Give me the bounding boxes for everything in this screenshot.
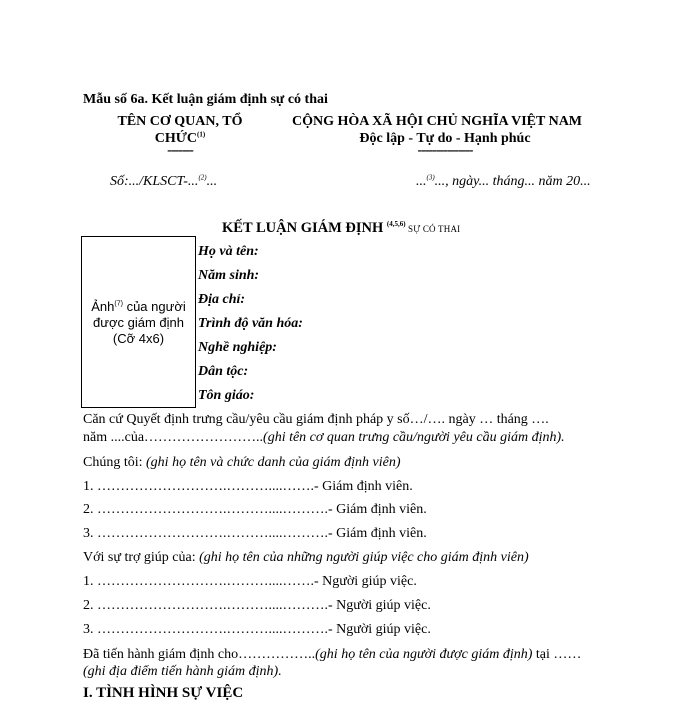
agency-divider: ------- [167, 143, 193, 158]
photo-placeholder [81, 236, 196, 408]
agency-footnote-ref: (1) [197, 130, 206, 139]
agency-name-text: CHỨC [154, 131, 198, 146]
date-text: ..., ngày... tháng... năm 20... [434, 174, 591, 189]
assistants-intro-text: Với sự trợ giúp của: [83, 550, 200, 565]
place-lead: ... [416, 174, 427, 189]
field-full-name: Họ và tên: [198, 244, 259, 259]
agency-name-line1: TÊN CƠ QUAN, TỔ [117, 114, 243, 129]
form-title: Mẫu số 6a. Kết luận giám định sự có thai [83, 92, 328, 107]
expert-line-2: 2. ……………………….………....……….- Giám định viên. [83, 502, 427, 517]
national-motto: Độc lập - Tự do - Hạnh phúc [359, 131, 531, 146]
conduct-note: (ghi họ tên của người được giám định) [315, 647, 533, 662]
basis-line2 [83, 430, 565, 446]
document-title [222, 220, 460, 237]
expert-line-3: 3. ……………………….………....……….- Giám định viên. [83, 526, 427, 541]
assistant-line-1: 1. ……………………….………....…….- Người giúp việc. [83, 574, 417, 589]
photo-caption-line2: được giám định [93, 315, 184, 330]
experts-intro-text: Chúng tôi: [83, 455, 147, 470]
assistants-intro-note: (ghi họ tên của những người giúp việc cho giám định viên) [199, 550, 529, 565]
assistant-line-2: 2. ……………………….………....……….- Người giúp việc. [83, 598, 431, 613]
place-footnote-ref: (3) [426, 173, 435, 182]
field-education: Trình độ văn hóa: [198, 316, 303, 331]
photo-size: (Cỡ 4x6) [112, 331, 165, 346]
field-occupation: Nghề nghiệp: [198, 340, 277, 355]
motto-divider: --------------- [417, 143, 473, 158]
place-date [416, 174, 591, 190]
section-heading-1: I. TÌNH HÌNH SỰ VIỆC [83, 685, 244, 701]
photo-caption-b: của người [122, 299, 186, 314]
experts-intro-note: (ghi họ tên và chức danh của giám định viên) [146, 455, 401, 470]
document-number-text: Số:.../KLSCT-... [110, 174, 199, 189]
assistants-intro [83, 550, 529, 566]
experts-intro [83, 455, 401, 471]
expert-line-1: 1. ……………………….………....…….- Giám định viên. [83, 479, 413, 494]
document-title-tail: SỰ CÓ THAI [405, 224, 461, 234]
photo-caption [82, 299, 195, 347]
field-religion: Tôn giáo: [198, 388, 255, 403]
field-birth-year: Năm sinh: [198, 268, 260, 283]
photo-caption-a: Ảnh [91, 299, 115, 314]
conduct-line2: (ghi địa điểm tiến hành giám định). [83, 664, 282, 679]
title-footnote-ref: (4,5,6) [386, 220, 406, 229]
conduct-line1 [83, 647, 581, 663]
assistant-line-3: 3. ……………………….………....……….- Người giúp việc. [83, 622, 431, 637]
basis-line2-note: (ghi tên cơ quan trưng cầu/người yêu cầu giám định). [263, 430, 565, 445]
number-footnote-ref: (2) [198, 173, 207, 182]
basis-line2-text: năm ....của…………………….. [83, 430, 264, 445]
document-number-tail: ... [206, 174, 218, 189]
photo-footnote-ref: (7) [114, 300, 123, 308]
document-number [110, 174, 217, 190]
republic-name: CỘNG HÒA XÃ HỘI CHỦ NGHĨA VIỆT NAM [292, 114, 583, 129]
document-title-main: KẾT LUẬN GIÁM ĐỊNH [222, 220, 387, 236]
basis-line1: Căn cứ Quyết định trưng cầu/yêu cầu giám định pháp y số…/…. ngày … tháng …. [83, 412, 549, 427]
field-ethnicity: Dân tộc: [198, 364, 249, 379]
conduct-place: tại …… [532, 647, 582, 662]
conduct-text: Đã tiến hành giám định cho…………….. [83, 647, 316, 662]
field-address: Địa chỉ: [198, 292, 246, 307]
